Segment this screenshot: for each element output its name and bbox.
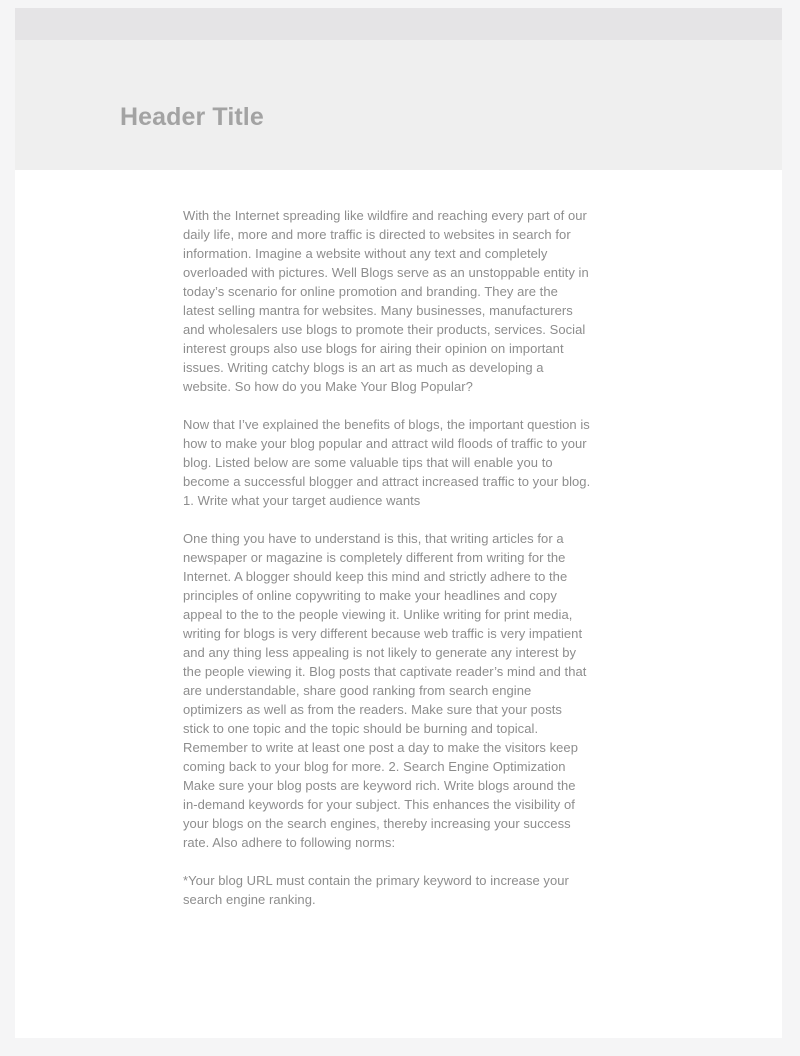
top-bar: [15, 8, 782, 40]
paragraph-intro: With the Internet spreading like wildfire and reaching every part of our daily life, more and more traffic is directed to websites in search for information. Imagine a website without any text and completely overloaded with pictures. Well Blogs serve as an unstoppable entity in today’s scenario for online promotion and branding. They are the latest selling mantra for websites. Many businesses, manufacturers and wholesalers use blogs to promote their products, services. Social interest groups also use blogs for airing their opinion on important issues. Writing catchy blogs is an art as much as developing a website. So how do you Make Your Blog Popular?: [183, 208, 589, 394]
paragraph-url-note: *Your blog URL must contain the primary keyword to increase your search engine ranking.: [183, 873, 569, 907]
header-band: [15, 40, 782, 170]
paragraph-copywriting: One thing you have to understand is this, that writing articles for a newspaper or magazine is completely different from writing for the Internet. A blogger should keep this mind and strictly adhere to the principles of online copywriting to make your headlines and copy appeal to the to the people viewing it. Unlike writing for print media, writing for blogs is very different because web traffic is very impatient and any thing less appealing is not likely to generate any interest by the people viewing it. Blog posts that captivate reader’s mind and that are understandable, share good ranking from search engine optimizers as well as from the readers. Make sure that your posts stick to one topic and the topic should be burning and topical. Remember to write at least one post a day to make the visitors keep coming back to your blog for more. 2. Search Engine Optimization Make sure your blog posts are keyword rich. Write blogs around the in-demand keywords for your subject. This enhances the visibility of your blogs on the search engines, thereby increasing your success rate. Also adhere to following norms:: [183, 531, 587, 850]
paragraph-benefits: Now that I’ve explained the benefits of blogs, the important question is how to make your blog popular and attract wild floods of traffic to your blog. Listed below are some valuable tips that will enable you to become a successful blogger and attract increased traffic to your blog. 1. Write what your target audience wants: [183, 417, 591, 508]
document-page: [15, 8, 782, 1038]
header-title: Header Title: [120, 103, 264, 131]
article-body: [183, 206, 591, 928]
